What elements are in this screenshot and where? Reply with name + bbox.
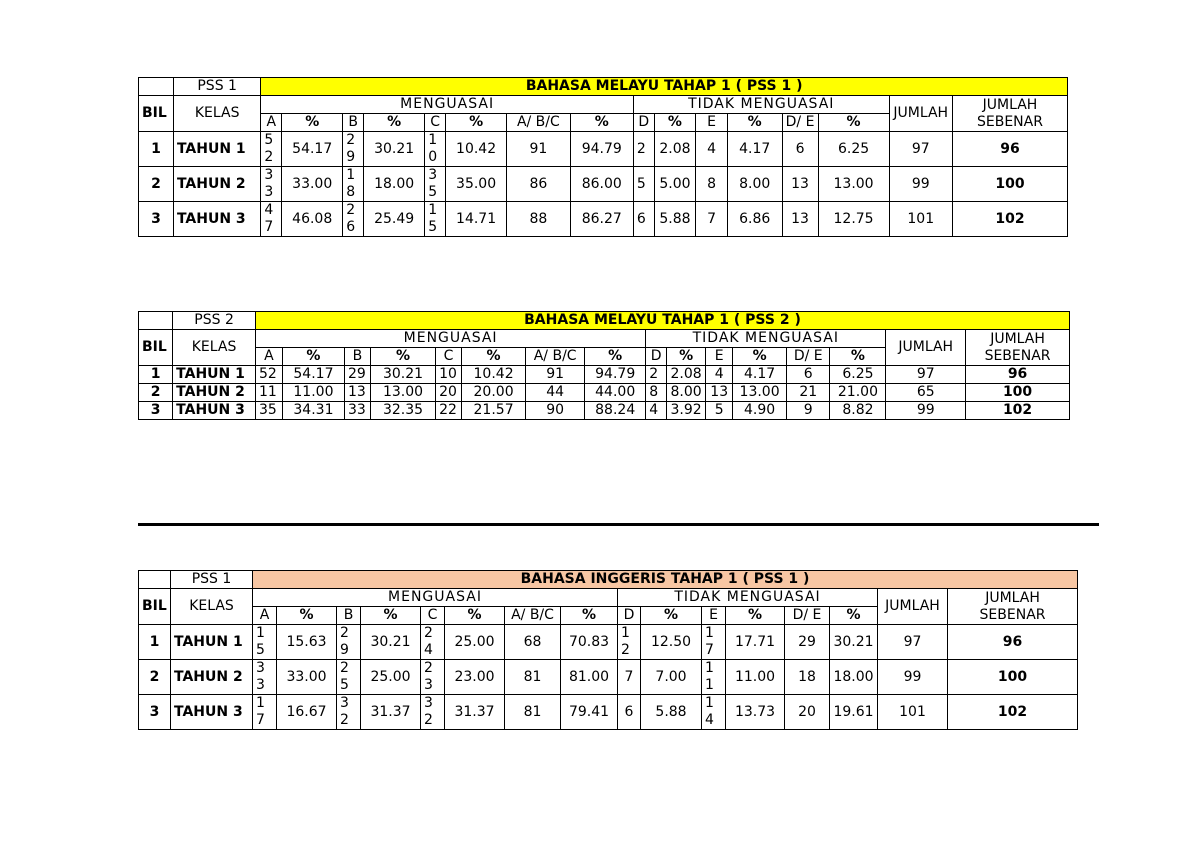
header-e: E — [706, 348, 733, 366]
cell-c: 24 — [421, 625, 445, 660]
table-row — [139, 402, 1070, 420]
cell-b: 18 — [343, 167, 364, 202]
cell-pct-c: 10.42 — [445, 132, 506, 167]
cell-abc: 81 — [505, 660, 561, 695]
cell-jumlah: 97 — [889, 132, 952, 167]
cell-pct-b: 31.37 — [361, 695, 421, 730]
header-bil: BIL — [139, 589, 171, 625]
cell-sebenar: 100 — [952, 167, 1067, 202]
header-tidak-menguasai: TIDAK MENGUASAI — [646, 330, 886, 348]
bm-pss2-table — [138, 311, 1070, 420]
cell-kelas: TAHUN 3 — [171, 695, 253, 730]
cell-pct-b: 25.00 — [361, 660, 421, 695]
cell-pct-abc: 79.41 — [561, 695, 618, 730]
table-title: BAHASA MELAYU TAHAP 1 ( PSS 2 ) — [255, 312, 1069, 330]
table-title: BAHASA INGGERIS TAHAP 1 ( PSS 1 ) — [253, 571, 1078, 589]
cell-pct-d: 2.08 — [666, 366, 705, 384]
header-abc: A/ B/C — [526, 348, 585, 366]
header-pct-c: % — [461, 348, 525, 366]
header-pct-a: % — [282, 114, 343, 132]
cell-d: 8 — [646, 384, 667, 402]
cell-jumlah: 101 — [889, 202, 952, 237]
cell-pct-a: 33.00 — [277, 660, 337, 695]
cell-c: 22 — [436, 402, 462, 420]
cell-pct-e: 17.71 — [726, 625, 785, 660]
cell-a: 33 — [253, 660, 277, 695]
cell-abc: 88 — [507, 202, 570, 237]
header-c: C — [425, 114, 446, 132]
cell-d: 5 — [633, 167, 654, 202]
cell-pct-d: 12.50 — [641, 625, 702, 660]
cell-de: 29 — [785, 625, 830, 660]
cell-c: 35 — [425, 167, 446, 202]
cell-pct-de: 6.25 — [830, 366, 886, 384]
header-pct-c: % — [445, 114, 506, 132]
header-jumlah: JUMLAH — [886, 330, 966, 366]
cell-pct-c: 31.37 — [445, 695, 505, 730]
cell-pct-e: 4.17 — [733, 366, 787, 384]
cell-abc: 90 — [526, 402, 585, 420]
cell-bil: 3 — [139, 402, 173, 420]
cell-d: 2 — [633, 132, 654, 167]
cell-a: 17 — [253, 695, 277, 730]
header-b: B — [343, 114, 364, 132]
cell-d: 6 — [633, 202, 654, 237]
cell-pct-de: 19.61 — [830, 695, 878, 730]
cell-a: 47 — [261, 202, 282, 237]
cell-sebenar: 100 — [966, 384, 1070, 402]
cell-a: 52 — [261, 132, 282, 167]
cell-sebenar: 102 — [948, 695, 1078, 730]
cell-d: 12 — [618, 625, 641, 660]
cell-pct-d: 7.00 — [641, 660, 702, 695]
cell-a: 33 — [261, 167, 282, 202]
bi-pss1-table — [138, 570, 1078, 730]
header-abc: A/ B/C — [505, 607, 561, 625]
cell-pct-b: 32.35 — [370, 402, 435, 420]
cell-jumlah: 99 — [886, 402, 966, 420]
header-pct-d: % — [666, 348, 705, 366]
cell-de: 6 — [787, 366, 830, 384]
cell-abc: 91 — [507, 132, 570, 167]
cell-d: 6 — [618, 695, 641, 730]
cell-b: 13 — [345, 384, 371, 402]
header-bil: BIL — [139, 96, 174, 132]
header-tidak-menguasai: TIDAK MENGUASAI — [633, 96, 889, 114]
header-menguasai: MENGUASAI — [253, 589, 618, 607]
cell-e: 17 — [702, 625, 726, 660]
cell-b: 33 — [345, 402, 371, 420]
cell-e: 14 — [702, 695, 726, 730]
header-pct-de: % — [818, 114, 889, 132]
cell-e: 4 — [696, 132, 728, 167]
cell-de: 13 — [782, 202, 818, 237]
cell-abc: 44 — [526, 384, 585, 402]
cell-d: 4 — [646, 402, 667, 420]
cell-pct-c: 14.71 — [445, 202, 506, 237]
cell-pct-abc: 70.83 — [561, 625, 618, 660]
cell-jumlah: 101 — [878, 695, 948, 730]
header-d: D — [618, 607, 641, 625]
cell-pct-a: 34.31 — [282, 402, 344, 420]
cell-b: 29 — [343, 132, 364, 167]
table-row — [139, 625, 1078, 660]
cell-jumlah: 99 — [878, 660, 948, 695]
header-kelas: KELAS — [173, 330, 256, 366]
cell-a: 11 — [255, 384, 282, 402]
cell-jumlah: 65 — [886, 384, 966, 402]
cell-pct-d: 5.88 — [654, 202, 696, 237]
header-e: E — [702, 607, 726, 625]
header-tidak-menguasai: TIDAK MENGUASAI — [618, 589, 878, 607]
header-menguasai: MENGUASAI — [261, 96, 634, 114]
header-pct-d: % — [654, 114, 696, 132]
cell-de: 9 — [787, 402, 830, 420]
table-row — [139, 132, 1068, 167]
table-row — [139, 695, 1078, 730]
cell-d: 2 — [646, 366, 667, 384]
cell-c: 15 — [425, 202, 446, 237]
cell-pct-c: 35.00 — [445, 167, 506, 202]
cell-kelas: TAHUN 2 — [173, 167, 260, 202]
table-row — [139, 366, 1070, 384]
cell-b: 26 — [343, 202, 364, 237]
cell-pct-b: 30.21 — [370, 366, 435, 384]
header-d: D — [633, 114, 654, 132]
cell-pct-a: 11.00 — [282, 384, 344, 402]
header-jumlah-sebenar: JUMLAH SEBENAR — [966, 330, 1070, 366]
header-jumlah-sebenar: JUMLAH SEBENAR — [948, 589, 1078, 625]
cell-pct-abc: 94.79 — [585, 366, 646, 384]
cell-bil: 1 — [139, 366, 173, 384]
cell-c: 20 — [436, 384, 462, 402]
cell-abc: 68 — [505, 625, 561, 660]
header-pct-abc: % — [585, 348, 646, 366]
table-row — [139, 202, 1068, 237]
header-pct-d: % — [641, 607, 702, 625]
cell-pct-de: 13.00 — [818, 167, 889, 202]
cell-c: 23 — [421, 660, 445, 695]
cell-pct-b: 25.49 — [364, 202, 425, 237]
cell-pct-de: 21.00 — [830, 384, 886, 402]
cell-pct-de: 8.82 — [830, 402, 886, 420]
header-menguasai: MENGUASAI — [255, 330, 645, 348]
cell-pct-d: 8.00 — [666, 384, 705, 402]
cell-pct-e: 11.00 — [726, 660, 785, 695]
cell-c: 10 — [425, 132, 446, 167]
cell-pct-a: 54.17 — [282, 366, 344, 384]
cell-bil: 2 — [139, 384, 173, 402]
cell-de: 13 — [782, 167, 818, 202]
cell-e: 13 — [706, 384, 733, 402]
header-e: E — [696, 114, 728, 132]
cell-pct-c: 25.00 — [445, 625, 505, 660]
cell-pct-b: 30.21 — [364, 132, 425, 167]
cell-e: 11 — [702, 660, 726, 695]
cell-pct-c: 10.42 — [461, 366, 525, 384]
header-pct-de: % — [830, 348, 886, 366]
cell-sebenar: 96 — [948, 625, 1078, 660]
header-jumlah-sebenar: JUMLAH SEBENAR — [952, 96, 1067, 132]
cell-pct-abc: 86.27 — [570, 202, 633, 237]
header-c: C — [421, 607, 445, 625]
header-pct-de: % — [830, 607, 878, 625]
cell-pct-de: 30.21 — [830, 625, 878, 660]
cell-abc: 91 — [526, 366, 585, 384]
header-de: D/ E — [787, 348, 830, 366]
cell-kelas: TAHUN 1 — [173, 366, 256, 384]
cell-b: 29 — [345, 366, 371, 384]
cell-pct-abc: 94.79 — [570, 132, 633, 167]
header-pct-abc: % — [570, 114, 633, 132]
header-de: D/ E — [785, 607, 830, 625]
cell-bil: 3 — [139, 202, 174, 237]
header-abc: A/ B/C — [507, 114, 570, 132]
cell-pct-d: 5.00 — [654, 167, 696, 202]
header-c: C — [436, 348, 462, 366]
cell-kelas: TAHUN 3 — [173, 402, 256, 420]
cell-pct-abc: 81.00 — [561, 660, 618, 695]
cell-c: 32 — [421, 695, 445, 730]
cell-pct-b: 13.00 — [370, 384, 435, 402]
cell-abc: 86 — [507, 167, 570, 202]
cell-e: 4 — [706, 366, 733, 384]
header-d: D — [646, 348, 667, 366]
cell-bil: 1 — [139, 625, 171, 660]
cell-pct-b: 30.21 — [361, 625, 421, 660]
cell-pct-e: 13.00 — [733, 384, 787, 402]
cell-a: 52 — [255, 366, 282, 384]
cell-sebenar: 102 — [952, 202, 1067, 237]
cell-a: 15 — [253, 625, 277, 660]
cell-abc: 81 — [505, 695, 561, 730]
cell-pct-e: 4.17 — [727, 132, 782, 167]
header-a: A — [253, 607, 277, 625]
cell-kelas: TAHUN 1 — [173, 132, 260, 167]
cell-pct-e: 13.73 — [726, 695, 785, 730]
header-pct-e: % — [733, 348, 787, 366]
section-label: PSS 2 — [173, 312, 256, 330]
cell-kelas: TAHUN 2 — [173, 384, 256, 402]
bm-pss1-table — [138, 77, 1068, 237]
header-jumlah: JUMLAH — [889, 96, 952, 132]
cell-e: 7 — [696, 202, 728, 237]
cell-pct-a: 46.08 — [282, 202, 343, 237]
table-row — [139, 167, 1068, 202]
section-label: PSS 1 — [173, 78, 260, 96]
cell-kelas: TAHUN 3 — [173, 202, 260, 237]
cell-de: 18 — [785, 660, 830, 695]
cell-sebenar: 100 — [948, 660, 1078, 695]
cell-pct-abc: 88.24 — [585, 402, 646, 420]
header-a: A — [261, 114, 282, 132]
cell-b: 32 — [337, 695, 361, 730]
cell-pct-a: 16.67 — [277, 695, 337, 730]
section-label: PSS 1 — [171, 571, 253, 589]
cell-pct-c: 23.00 — [445, 660, 505, 695]
cell-kelas: TAHUN 1 — [171, 625, 253, 660]
header-b: B — [337, 607, 361, 625]
cell-pct-de: 6.25 — [818, 132, 889, 167]
cell-pct-e: 4.90 — [733, 402, 787, 420]
cell-pct-c: 20.00 — [461, 384, 525, 402]
header-bil: BIL — [139, 330, 173, 366]
cell-pct-a: 33.00 — [282, 167, 343, 202]
cell-jumlah: 97 — [886, 366, 966, 384]
cell-pct-d: 3.92 — [666, 402, 705, 420]
header-jumlah: JUMLAH — [878, 589, 948, 625]
cell-e: 8 — [696, 167, 728, 202]
cell-bil: 2 — [139, 167, 174, 202]
header-pct-b: % — [361, 607, 421, 625]
cell-pct-d: 2.08 — [654, 132, 696, 167]
cell-pct-de: 18.00 — [830, 660, 878, 695]
header-pct-e: % — [726, 607, 785, 625]
cell-pct-abc: 86.00 — [570, 167, 633, 202]
header-pct-a: % — [282, 348, 344, 366]
header-kelas: KELAS — [173, 96, 260, 132]
table-title: BAHASA MELAYU TAHAP 1 ( PSS 1 ) — [261, 78, 1068, 96]
header-pct-e: % — [727, 114, 782, 132]
cell-bil: 2 — [139, 660, 171, 695]
cell-a: 35 — [255, 402, 282, 420]
cell-bil: 1 — [139, 132, 174, 167]
cell-pct-d: 5.88 — [641, 695, 702, 730]
header-de: D/ E — [782, 114, 818, 132]
cell-de: 21 — [787, 384, 830, 402]
header-pct-abc: % — [561, 607, 618, 625]
cell-b: 25 — [337, 660, 361, 695]
cell-bil: 3 — [139, 695, 171, 730]
header-pct-b: % — [364, 114, 425, 132]
cell-sebenar: 96 — [952, 132, 1067, 167]
table-row — [139, 384, 1070, 402]
header-pct-c: % — [445, 607, 505, 625]
cell-pct-de: 12.75 — [818, 202, 889, 237]
cell-de: 6 — [782, 132, 818, 167]
cell-pct-a: 54.17 — [282, 132, 343, 167]
cell-pct-e: 6.86 — [727, 202, 782, 237]
cell-d: 7 — [618, 660, 641, 695]
cell-de: 20 — [785, 695, 830, 730]
header-kelas: KELAS — [171, 589, 253, 625]
cell-pct-abc: 44.00 — [585, 384, 646, 402]
header-pct-a: % — [277, 607, 337, 625]
cell-b: 29 — [337, 625, 361, 660]
cell-jumlah: 99 — [889, 167, 952, 202]
section-divider — [138, 523, 1099, 526]
cell-pct-c: 21.57 — [461, 402, 525, 420]
cell-jumlah: 97 — [878, 625, 948, 660]
cell-sebenar: 102 — [966, 402, 1070, 420]
cell-pct-e: 8.00 — [727, 167, 782, 202]
cell-e: 5 — [706, 402, 733, 420]
header-b: B — [345, 348, 371, 366]
cell-kelas: TAHUN 2 — [171, 660, 253, 695]
cell-pct-a: 15.63 — [277, 625, 337, 660]
cell-c: 10 — [436, 366, 462, 384]
header-pct-b: % — [370, 348, 435, 366]
header-a: A — [255, 348, 282, 366]
table-row — [139, 660, 1078, 695]
cell-sebenar: 96 — [966, 366, 1070, 384]
cell-pct-b: 18.00 — [364, 167, 425, 202]
